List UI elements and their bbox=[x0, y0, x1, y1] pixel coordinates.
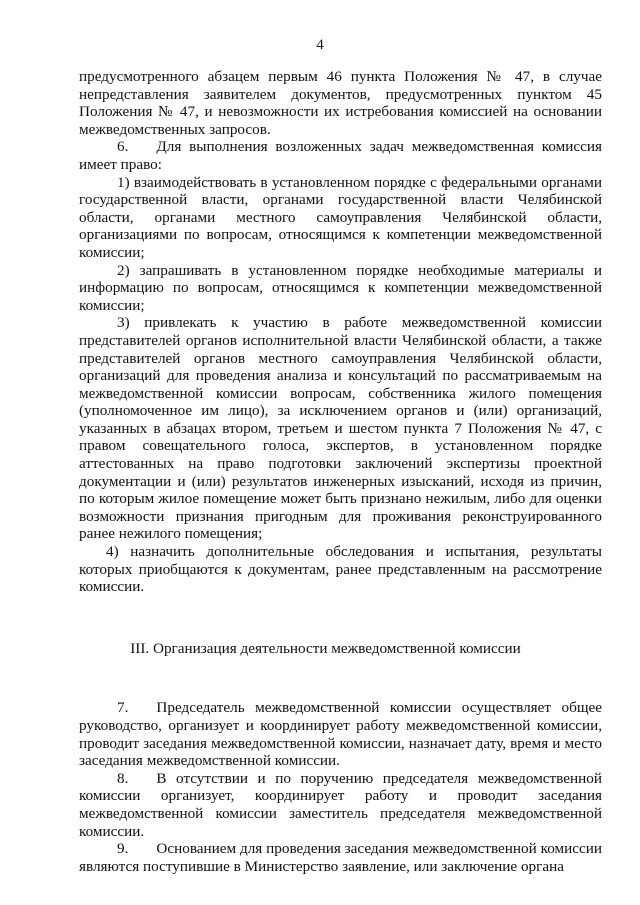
paragraph-6 bbox=[79, 138, 602, 173]
paragraph-number: 8. bbox=[117, 769, 129, 787]
list-item-1: 1) взаимодействовать в установленном порядке с федеральными органами государственной власти, органами государственной власти Челябинской области, органами местного самоуправления Челябинской области, организациями по вопросам, относящимся к компетенции межведомственной комиссии; bbox=[79, 173, 602, 261]
list-item-2: 2) запрашивать в установленном порядке необходимые материалы и информацию по вопросам, относящимся к компетенции межведомственной комиссии; bbox=[79, 261, 602, 314]
paragraph-7 bbox=[79, 699, 602, 769]
paragraph-text: Основанием для проведения заседания межведомственной комиссии являются поступившие в Министерство заявление, или заключение органа bbox=[79, 840, 602, 875]
paragraph-number: 9. bbox=[117, 840, 129, 858]
page-number: 4 bbox=[316, 37, 324, 53]
document-body bbox=[79, 68, 602, 875]
paragraph-continuation: предусмотренного абзацем первым 46 пункта Положения № 47, в случае непредставления заявителем документов, предусмотренных пунктом 45 Положения № 47, и невозможности их истребования комиссией на основании межведомственных запросов. bbox=[79, 68, 602, 138]
paragraph-text: Председатель межведомственной комиссии осуществляет общее руководство, организует и координирует работу межведомственной комиссии, проводит заседания межведомственной комиссии, назначает дату, время и место заседания межведомственной комиссии. bbox=[79, 699, 602, 770]
paragraph-8 bbox=[79, 770, 602, 840]
section-heading: III. Организация деятельности межведомственной комиссии bbox=[130, 639, 521, 657]
paragraph-number: 7. bbox=[117, 699, 129, 717]
paragraph-9 bbox=[79, 840, 602, 875]
list-item-3: 3) привлекать к участию в работе межведомственной комиссии представителей органов исполнительной власти Челябинской области, а также представителей органов местного самоуправления Челябинской области, организаций для проведения анализа и консультаций по рассматриваемым на межведомственной комиссии вопросам, собственника жилого помещения (уполномоченное им лицо), за исключением органов и (или) организаций, указанных в абзацах втором, третьем и шестом пункта 7 Положения № 47, с правом совещательного голоса, экспертов, в установленном порядке аттестованных на право подготовки заключений экспертизы проектной документации и (или) результатов инженерных изысканий, исходя из причин, по которым жилое помещение может быть признано нежилым, либо для оценки возможности признания пригодным для проживания реконструированного ранее нежилого помещения; bbox=[79, 314, 602, 543]
paragraph-number: 6. bbox=[117, 138, 129, 156]
paragraph-text: Для выполнения возложенных задач межведомственная комиссия имеет право: bbox=[79, 138, 602, 173]
paragraph-text: В отсутствии и по поручению председателя межведомственной комиссии организует, координирует работу и проводит заседания межведомственной комиссии заместитель председателя межведомственной комиссии. bbox=[79, 769, 602, 840]
list-item-4: 4) назначить дополнительные обследования и испытания, результаты которых приобщаются к документам, ранее представленным на рассмотрение комиссии. bbox=[79, 543, 602, 596]
